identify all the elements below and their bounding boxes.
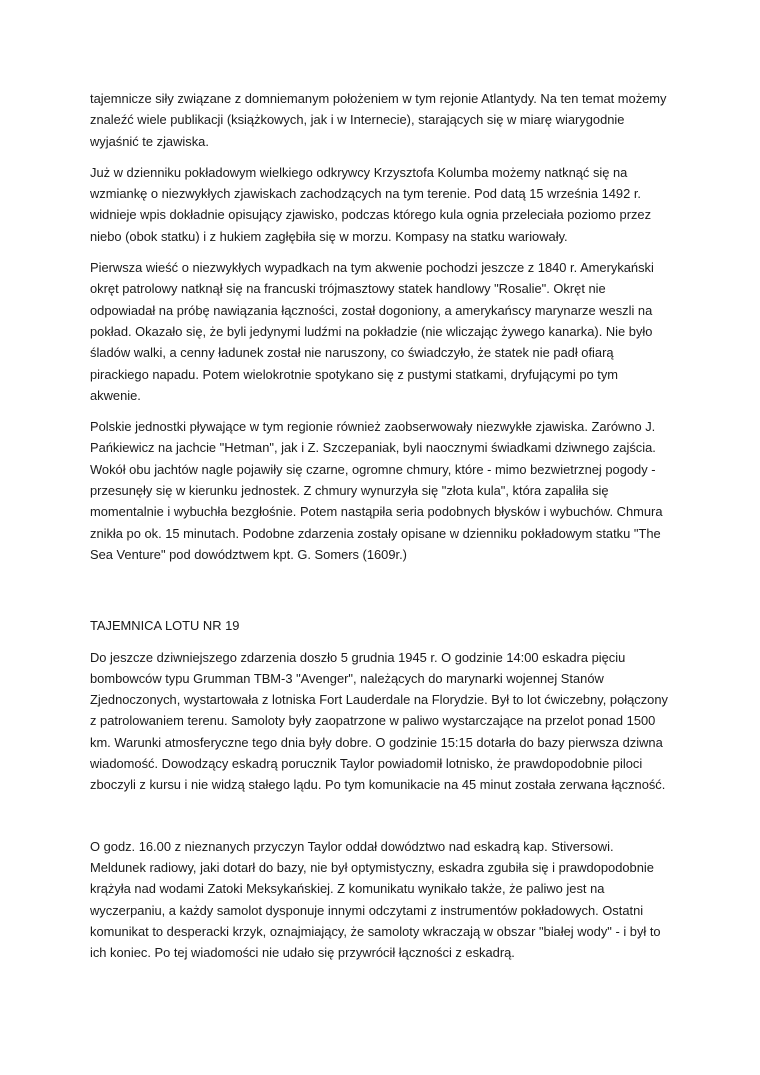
paragraph-columbus: Już w dzienniku pokładowym wielkiego odkrywcy Krzysztofa Kolumba możemy natknąć się na wzmiankę o niezwykłych zjawiskach zachodzących na tym terenie. Pod datą 15 września 1492 r. widnieje wpis dokładnie opisujący zjawisko, podczas którego kula ognia przeleciała poziomo przez niebo (obok statku) i z hukiem zagłębiła się w morzu. Kompasy na statku wariowały. <box>90 164 652 244</box>
section-heading: TAJEMNICA LOTU NR 19 <box>90 618 240 634</box>
paragraph-polish-yachts: Polskie jednostki pływające w tym regionie również zaobserwowały niezwykłe zjawiska. Zarówno J. Pańkiewicz na jachcie "Hetman", jak i Z. Szczepaniak, byli naocznymi świadkami dziwnego zajścia. Wokół obu jachtów nagle pojawiły się czarne, ogromne chmury, które - mimo bezwietrznej pogody - przesunęły się w kierunku jednostek. Z chmury wynurzyła się "złota kula", która zapaliła się momentalnie i wybuchła bezgłośnie. Potem nastąpiła seria podobnych błysków i wybuchów. Chmura znikła po ok. 15 minutach. Podobne zdarzenia zostały opisane w dzienniku pokładowym statku "The Sea Venture" pod dowództwem kpt. G. Somers (1609r.) <box>90 419 663 562</box>
paragraph-final-message: O godz. 16.00 z nieznanych przyczyn Taylor oddał dowództwo nad eskadrą kap. Stiversowi. Meldunek radiowy, jaki dotarł do bazy, nie był optymistyczny, eskadra zgubiła się i prawdopodobnie krążyła nad wodami Zatoki Meksykańskiej. Z komunikatu wynikało także, że paliwo jest na wyczerpaniu, a każdy samolot dysponuje innymi odczytami z instrumentów pokładowych. Ostatni komunikat to desperacki krzyk, oznajmiający, że samoloty wkraczają w obszar "białej wody" - i był to ich koniec. Po tej wiadomości nie udało się przywrócił łączności z eskadrą. <box>90 838 661 961</box>
document-body <box>90 88 670 973</box>
section-spacer-2 <box>90 806 670 836</box>
section-spacer <box>90 575 670 615</box>
paragraph-rosalie: Pierwsza wieść o niezwykłych wypadkach na tym akwenie pochodzi jeszcze z 1840 r. Amerykański okręt patrolowy natknął się na francuski trójmasztowy statek handlowy "Rosalie". Okręt nie odpowiadał na próbę nawiązania łączności, został dogoniony, a amerykańscy marynarze weszli na pokład. Okazało się, że byli jedynymi ludźmi na pokładzie (nie wliczając żywego kanarka). Nie było śladów walki, a cenny ładunek został nie naruszony, co świadczyło, że statek nie padł ofiarą pirackiego napadu. Potem wielokrotnie spotykano się z pustymi statkami, dryfującymi po tym akwenie. <box>90 260 654 403</box>
paragraph-flight-19: Do jeszcze dziwniejszego zdarzenia doszło 5 grudnia 1945 r. O godzinie 14:00 eskadra pięciu bombowców typu Grumman TBM-3 "Avenger", należących do marynarki wojennej Stanów Zjednoczonych, wystartowała z lotniska Fort Lauderdale na Florydzie. Był to lot ćwiczebny, połączony z patrolowaniem terenu. Samoloty były zaopatrzone w paliwo wystarczające na przelot ponad 1500 km. Warunki atmosferyczne tego dnia były dobre. O godzinie 15:15 dotarła do bazy pierwsza dziwna wiadomość. Dowodzący eskadrą porucznik Taylor powiadomił lotnisko, że prawdopodobnie piloci zboczyli z kursu i nie widzą stałego lądu. Po tym komunikacie na 45 minut została zerwana łączność. <box>90 649 668 793</box>
paragraph-atlantis: tajemnicze siły związane z domniemanym położeniem w tym rejonie Atlantydy. Na ten temat możemy znaleźć wiele publikacji (książkowych, jak i w Internecie), starających się w miarę wiarygodnie wyjaśnić te zjawiska. <box>90 91 667 149</box>
